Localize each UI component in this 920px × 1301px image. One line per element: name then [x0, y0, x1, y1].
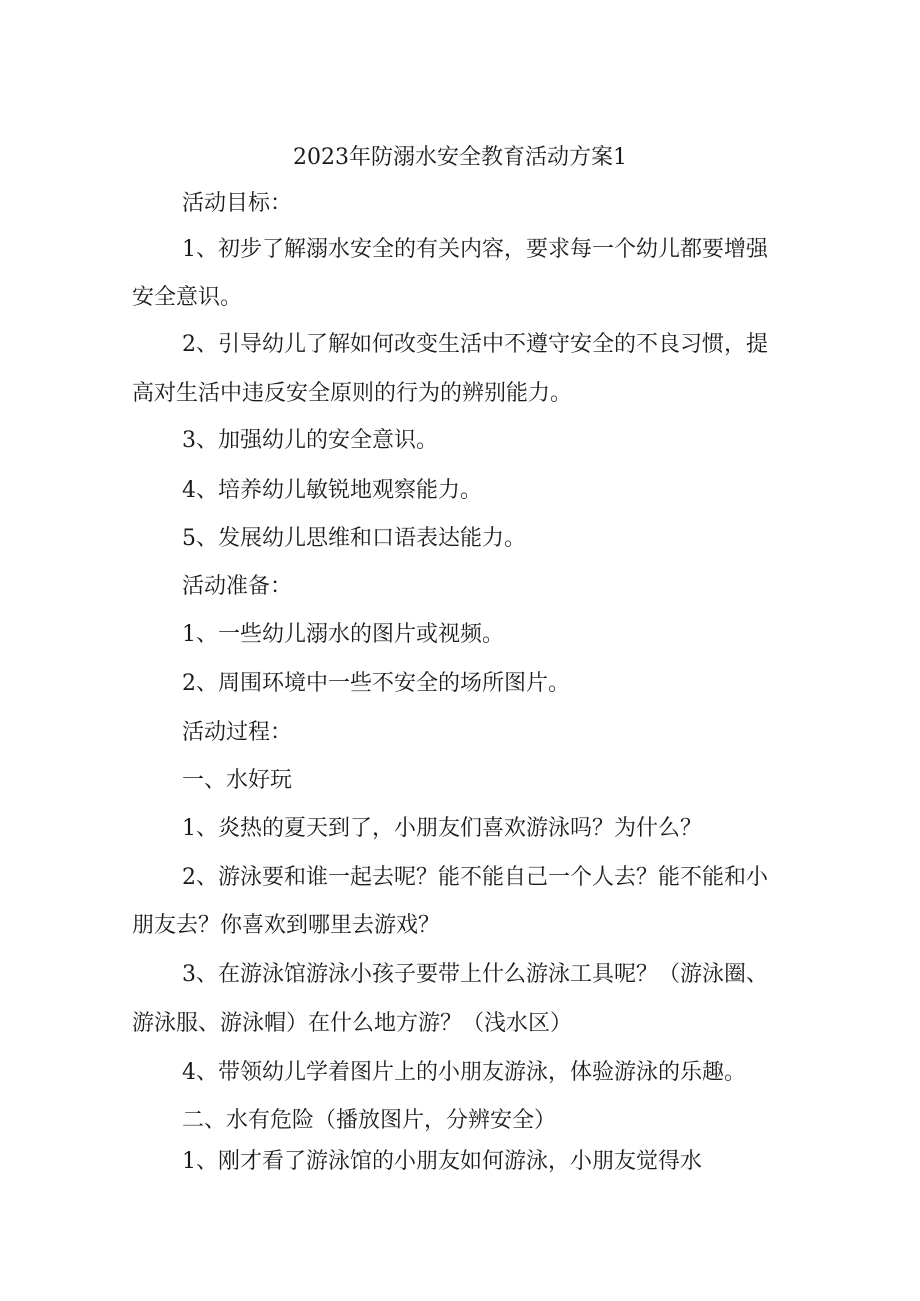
goal-4: 4、培养幼儿敏锐地观察能力。: [182, 478, 482, 503]
s1-item-3-line-1: 3、在游泳馆游泳小孩子要带上什么游泳工具呢？（游泳圈、: [182, 962, 768, 987]
prep-heading: 活动准备：: [182, 574, 293, 599]
goal-1-line-2: 安全意识。: [132, 285, 243, 310]
document-title: 2023年防溺水安全教育活动方案1: [293, 145, 627, 170]
goal-2-line-2: 高对生活中违反安全原则的行为的辨别能力。: [132, 381, 573, 406]
goals-heading: 活动目标：: [182, 191, 293, 216]
goal-3: 3、加强幼儿的安全意识。: [182, 428, 438, 453]
goal-5: 5、发展幼儿思维和口语表达能力。: [182, 526, 526, 551]
s1-item-3-line-2: 游泳服、游泳帽）在什么地方游？（浅水区）: [132, 1011, 573, 1036]
s1-item-2-line-2: 朋友去？你喜欢到哪里去游戏？: [132, 913, 441, 938]
s1-item-4: 4、带领幼儿学着图片上的小朋友游泳，体验游泳的乐趣。: [182, 1060, 746, 1085]
goal-1-line-1: 1、初步了解溺水安全的有关内容，要求每一个幼儿都要增强: [182, 237, 768, 262]
goal-2-line-1: 2、引导幼儿了解如何改变生活中不遵守安全的不良习惯，提: [182, 332, 768, 357]
s1-item-2-line-1: 2、游泳要和谁一起去呢？能不能自己一个人去？能不能和小: [182, 865, 768, 890]
prep-2: 2、周围环境中一些不安全的场所图片。: [182, 671, 570, 696]
prep-1: 1、一些幼儿溺水的图片或视频。: [182, 622, 504, 647]
s2-item-1: 1、刚才看了游泳馆的小朋友如何游泳，小朋友觉得水: [182, 1149, 702, 1174]
s1-item-1: 1、炎热的夏天到了，小朋友们喜欢游泳吗？为什么？: [182, 816, 702, 841]
section-2-heading: 二、水有危险（播放图片，分辨安全）: [182, 1108, 557, 1133]
process-heading: 活动过程：: [182, 720, 293, 745]
section-1-heading: 一、水好玩: [182, 768, 293, 793]
